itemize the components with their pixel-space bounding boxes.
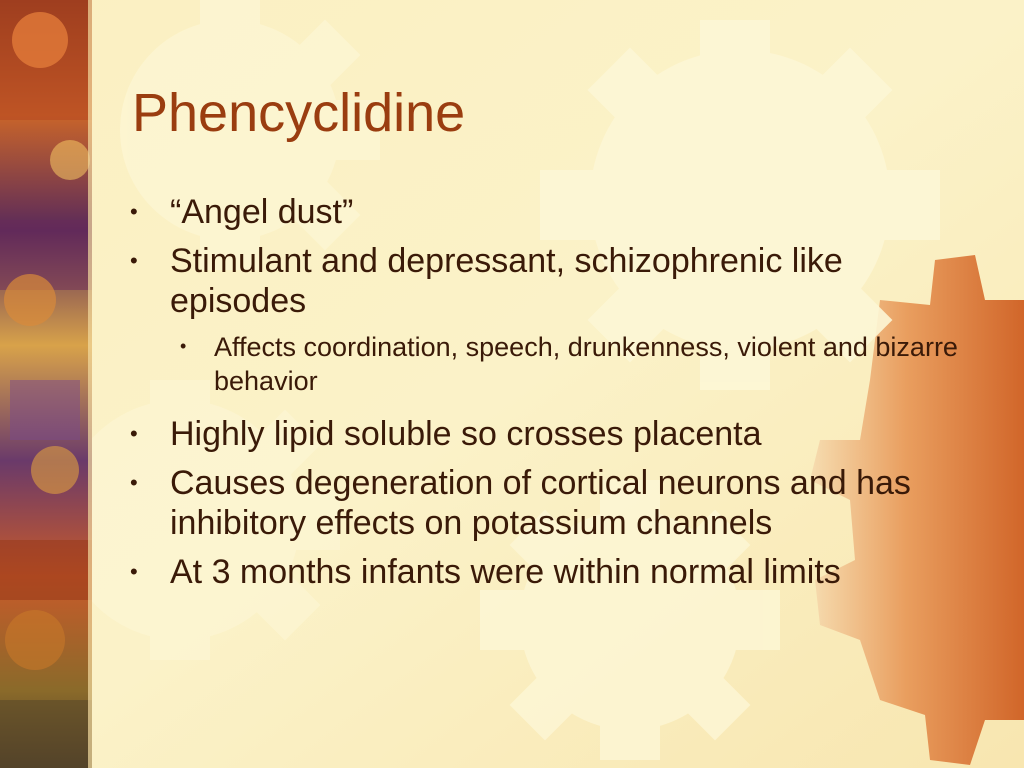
- bullet-dot-icon: •: [130, 199, 138, 224]
- bullet-item: [128, 463, 988, 543]
- bullet-text: Highly lipid soluble so crosses placenta: [170, 415, 762, 453]
- bullet-list: [128, 192, 988, 601]
- slide-title: Phencyclidine: [132, 83, 466, 143]
- bullet-text: Stimulant and depressant, schizophrenic like episodes: [170, 242, 843, 320]
- sub-bullet-text: Affects coordination, speech, drunkenness, violent and bizarre behavior: [214, 332, 958, 396]
- bullet-dot-icon: •: [130, 421, 138, 446]
- bullet-dot-icon: •: [130, 248, 138, 273]
- bullet-dot-icon: •: [130, 559, 138, 584]
- bullet-item: [128, 241, 988, 321]
- bullet-text: “Angel dust”: [170, 193, 354, 231]
- left-decorative-strip: [0, 0, 92, 768]
- bullet-dot-icon: •: [130, 470, 138, 495]
- bullet-text: At 3 months infants were within normal limits: [170, 553, 841, 591]
- sub-bullet-item: [128, 330, 988, 398]
- bullet-item: [128, 552, 988, 592]
- bullet-item: [128, 414, 988, 454]
- bullet-item: [128, 192, 988, 232]
- bullet-text: Causes degeneration of cortical neurons and has inhibitory effects on potassium channels: [170, 464, 911, 542]
- sub-bullet-dot-icon: •: [180, 336, 187, 356]
